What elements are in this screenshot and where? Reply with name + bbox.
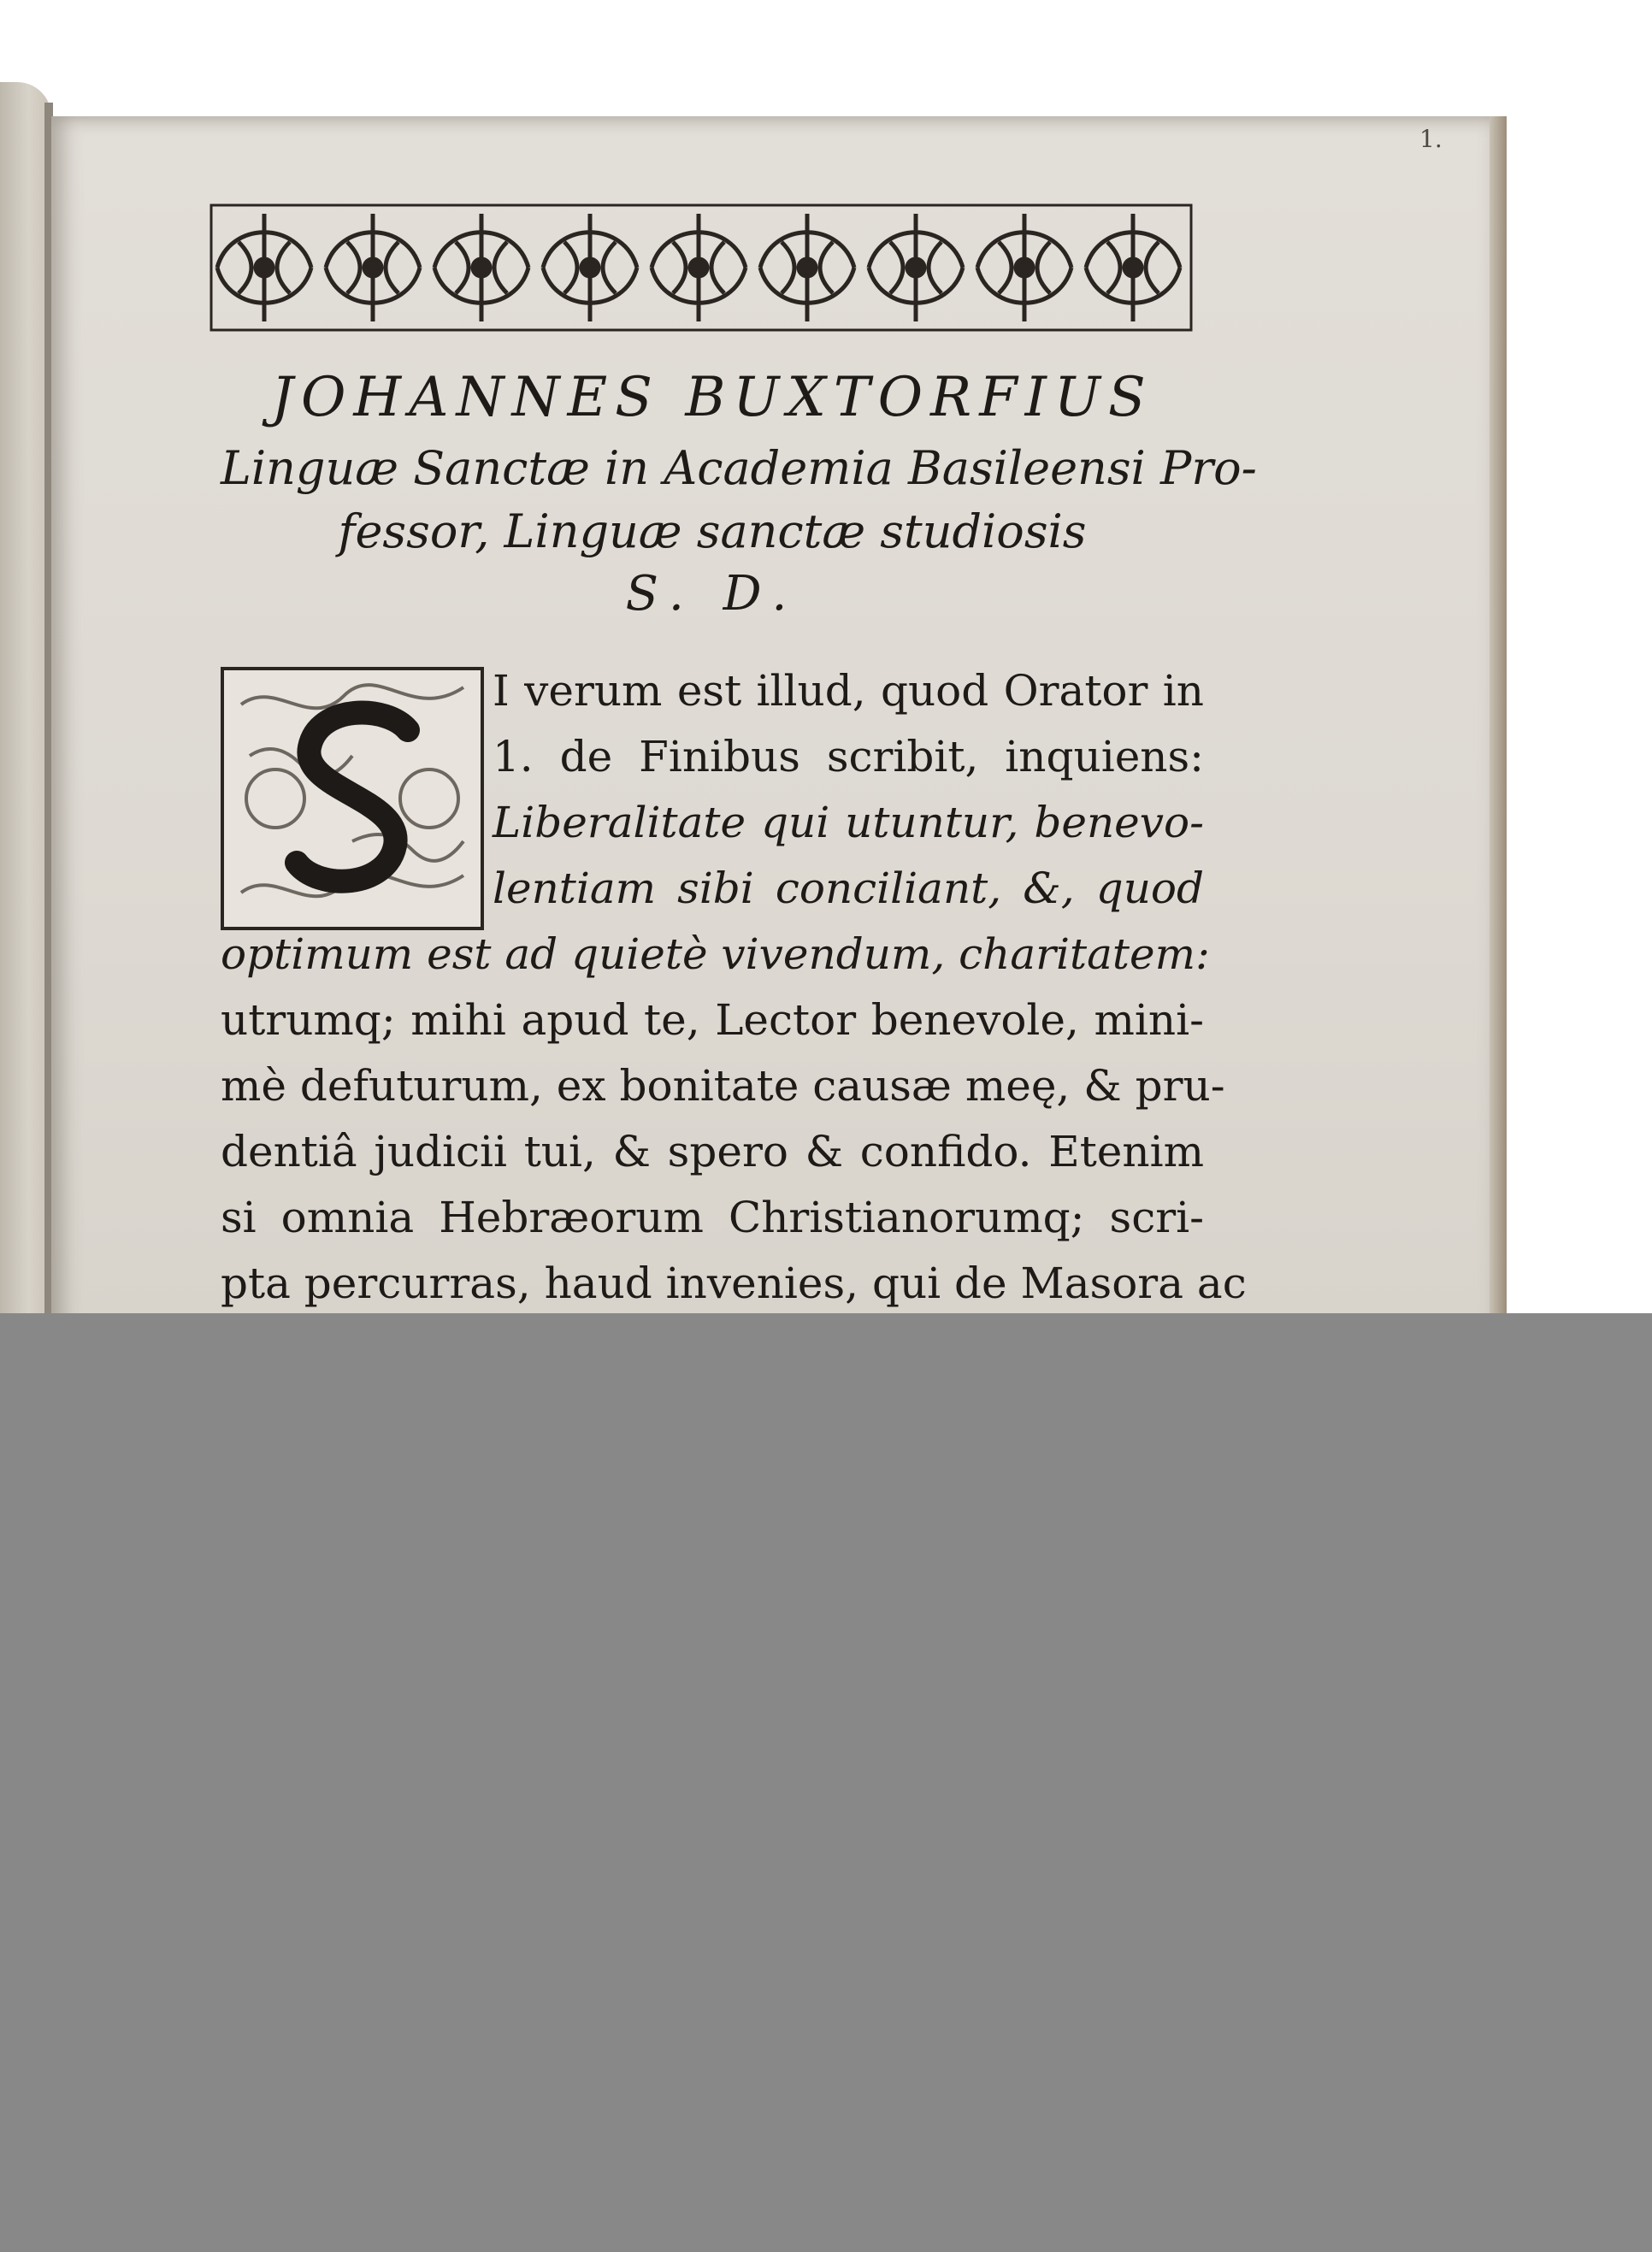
folio-number: 1.	[1419, 125, 1443, 153]
body-line: 1. de Finibus scribit, inquiens:	[493, 732, 1204, 781]
facing-page-edge	[0, 82, 51, 1330]
ornament-motif	[1086, 214, 1180, 321]
salutation: S. D.	[625, 566, 799, 622]
heading-line-2: Linguæ Sanctæ in Academia Basileensi Pro-	[221, 441, 1257, 495]
body-line: optimum est ad quietè vivendum, charitatem:	[221, 929, 1210, 979]
author-name: JOHANNES BUXTORFIUS	[271, 366, 1153, 429]
body-line: utrumq; mihi apud te, Lector benevole, mini-	[221, 995, 1204, 1045]
body-line: dentiâ judicii tui, & spero & confido. Etenim	[221, 1127, 1204, 1176]
ornament-motif	[326, 214, 420, 321]
body-line: mè defuturum, ex bonitate causæ meę, & pru-	[221, 1061, 1225, 1111]
body-line: I verum est illud, quod Orator in	[493, 666, 1204, 716]
body-line: pta percurras, haud invenies, qui de Masora ac	[221, 1259, 1247, 1308]
ornament-motif	[434, 214, 528, 321]
ornament-motif	[869, 214, 963, 321]
ornament-motif	[760, 214, 854, 321]
heading-block	[221, 359, 1257, 626]
ornament-motif	[652, 214, 746, 321]
ornament-motif	[543, 214, 637, 321]
ornament-motif	[977, 214, 1071, 321]
page-fore-edge	[1490, 116, 1507, 1339]
ornament-motif	[217, 214, 311, 321]
body-line: si omnia Hebræorum Christianorumq; scri-	[221, 1193, 1204, 1242]
body-line: lentiam sibi conciliant, &, quod	[493, 864, 1204, 913]
body-line: Liberalitate qui utuntur, benevo-	[493, 798, 1204, 847]
ornamental-headpiece	[209, 203, 1193, 332]
heading-line-3: fessor, Linguæ sanctæ studiosis	[338, 504, 1087, 558]
redacted-gray-area	[0, 1313, 1652, 2252]
body-text	[221, 658, 1247, 1339]
